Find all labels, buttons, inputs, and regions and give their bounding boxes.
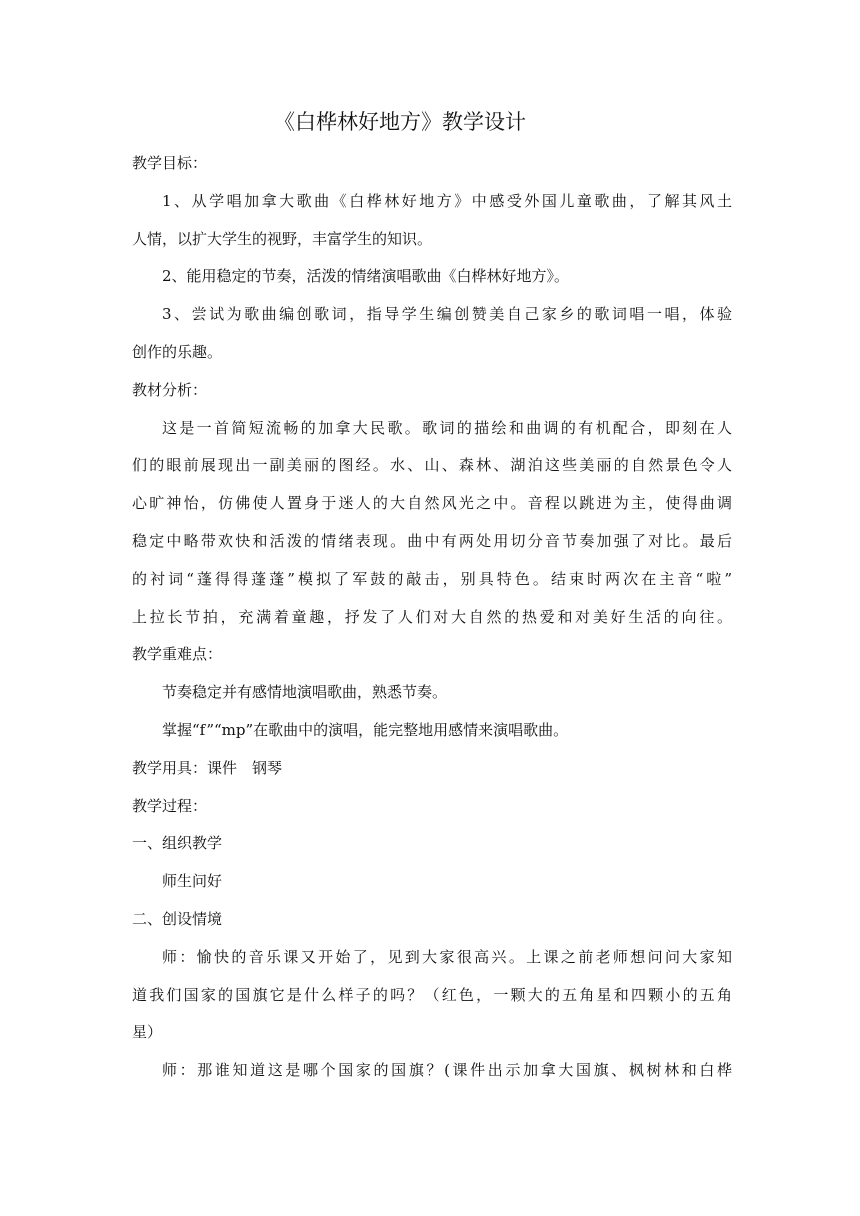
text-line: 教学过程： <box>132 796 208 815</box>
text-line: 这是一首简短流畅的加拿大民歌。歌词的描绘和曲调的有机配合，即刻在人 <box>162 418 732 437</box>
text-line: 1、从学唱加拿大歌曲《白桦林好地方》中感受外国儿童歌曲，了解其风土 <box>162 191 732 210</box>
text-line: 们的眼前展现出一副美丽的图经。水、山、森林、湖泊这些美丽的自然景色令人 <box>132 456 732 475</box>
text-line: 一、组织教学 <box>132 834 223 853</box>
text-line: 师：愉快的音乐课又开始了，见到大家很高兴。上课之前老师想问问大家知 <box>162 947 732 966</box>
text-line: 道我们国家的国旗它是什么样子的吗？（红色，一颗大的五角星和四颗小的五角 <box>132 985 732 1004</box>
text-line: 二、创设情境 <box>132 909 223 928</box>
text-line: 心旷神怡，仿佛使人置身于迷人的大自然风光之中。音程以跳进为主，使得曲调 <box>132 494 732 513</box>
text-line: 教学重难点： <box>132 645 223 664</box>
text-line: 上拉长节拍，充满着童趣，抒发了人们对大自然的热爱和对美好生活的向往。 <box>132 607 732 626</box>
text-line: 师生问好 <box>162 872 223 891</box>
text-line: 的衬词“蓬得得蓬蓬”模拟了军鼓的敲击，别具特色。结束时两次在主音“啦” <box>132 569 732 588</box>
document-body <box>132 145 732 1090</box>
document-title: 《白桦林好地方》教学设计 <box>274 110 526 134</box>
text-line: 节奏稳定并有感情地演唱歌曲，熟悉节奏。 <box>162 683 448 702</box>
text-line: 师：那谁知道这是哪个国家的国旗？(课件出示加拿大国旗、枫树林和白桦 <box>162 1061 732 1080</box>
text-line: 人情，以扩大学生的视野，丰富学生的知识。 <box>132 229 433 248</box>
text-line: 稳定中略带欢快和活泼的情绪表现。曲中有两处用切分音节奏加强了对比。最后 <box>132 531 732 550</box>
text-line: 星） <box>132 1023 163 1042</box>
text-line: 2、能用稳定的节奏，活泼的情绪演唱歌曲《白桦林好地方》。 <box>162 267 570 286</box>
text-line: 教学用具：课件 钢琴 <box>132 758 283 777</box>
text-line: 教学目标： <box>132 154 208 172</box>
text-line: 掌握“f”“mp”在歌曲中的演唱，能完整地用感情来演唱歌曲。 <box>162 720 569 739</box>
text-line: 创作的乐趣。 <box>132 342 223 361</box>
text-line: 教材分析： <box>132 380 208 399</box>
text-line: 3、尝试为歌曲编创歌词，指导学生编创赞美自己家乡的歌词唱一唱，体验 <box>162 305 732 324</box>
